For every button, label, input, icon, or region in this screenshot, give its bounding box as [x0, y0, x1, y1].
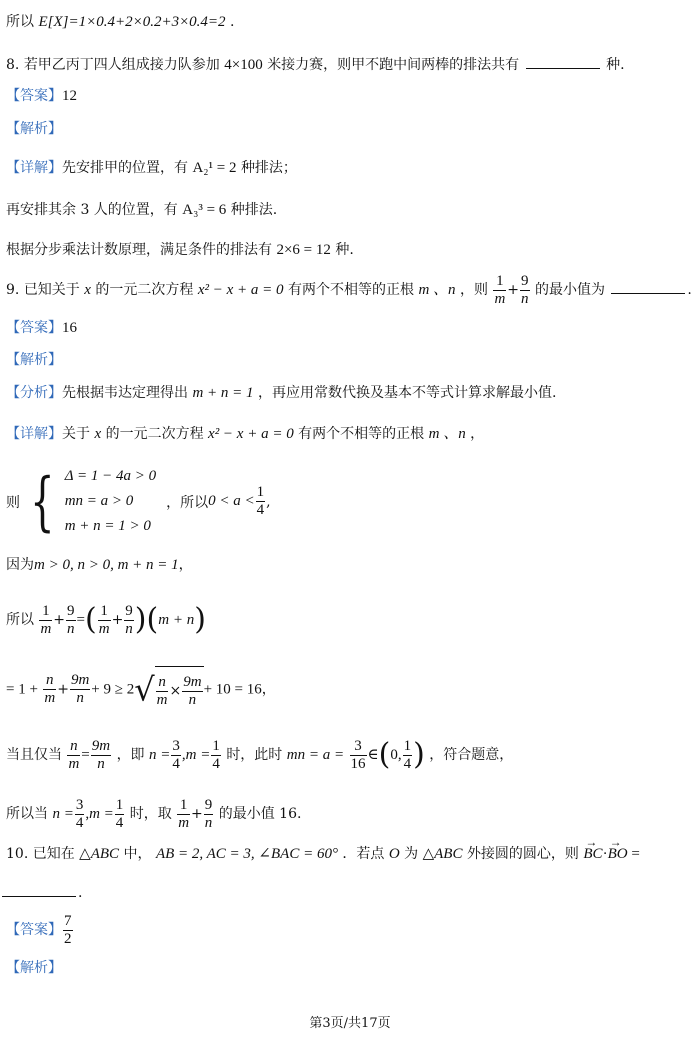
expectation-formula: E[X]=1×0.4+2×0.2+3×0.4=2 [38, 14, 226, 30]
vector-bo: → BO [608, 844, 628, 864]
question-8: 8. 若甲乙丙丁四人组成接力队参加 4×100 米接力赛，则甲不跑中间两棒的排法共有 种. [6, 54, 625, 75]
q9-so-line: 所以 $\frac{1}{m}$ + $\frac{9}{n}$ =( $\frac{1}{m}$ + $\frac{9}{n}$ )(m + n) [6, 602, 206, 637]
q9-final-line: 所以当 n = $\frac{3}{4}$ ,m = $\frac{1}{4}$ 时，取 $\frac{1}{m}$ + $\frac{9}{n}$ 的最小值 16. [6, 796, 302, 831]
q10-answer-line: 【答案】 $\frac{7}{2}$ [6, 912, 72, 947]
q9-answer-line: 【答案】16 [6, 320, 77, 336]
analysis-tag: 【解析】 [6, 121, 62, 137]
answer-tag: 【答案】 [6, 88, 62, 104]
brace: { [30, 464, 55, 539]
answer-blank [526, 54, 600, 69]
q10-analysis-line: 【解析】 [6, 960, 62, 976]
sqrt-sign: √ $\frac{n}{m}$ × $\frac{9m}{n}$ [134, 666, 203, 713]
q10-blank-line: . [6, 882, 82, 903]
q9-when-line: 当且仅当 $\frac{n}{m}$ = $\frac{9m}{n}$ ，即 n = $\frac{3}{4}$ ,m = $\frac{1}{4}$ 时，此时 mn = a = $\frac{3}{16}$ ∈(0, $\frac{1}{4}$ ) ，符合题意， [6, 737, 514, 772]
question-9: 9. 已知关于 x 的一元二次方程 x² − x + a = 0 有两个不相等的正根 m 、n ，则 $\frac{1}{m}$ + $\frac{9}{n}$ 的最小值为 . [6, 272, 692, 307]
vector-bc: → BC [583, 844, 602, 864]
answer-blank [611, 279, 685, 294]
q9-inequality-line: = 1 + $\frac{n}{m}$ + $\frac{9m}{n}$ + 9 ≥ 2√ $\frac{n}{m}$ × $\frac{9m}{n}$ + 10 = 16， [6, 666, 276, 713]
q8-detail-1: 【详解】先安排甲的位置，有 A₂¹ = 2 种排法； [6, 160, 297, 176]
fraction-1-over-m: $\frac{1}{m}$ [494, 272, 506, 307]
equation-system: 则 { Δ = 1 − 4a > 0 mn = a > 0 m + n = 1 > 0 ，所以 0 < a < $\frac{1}{4}$ , [6, 464, 271, 539]
q9-analysis-line: 【解析】 [6, 352, 62, 368]
page-footer: 第3页/共17页 [309, 1016, 391, 1031]
fraction-9-over-n: $\frac{9}{n}$ [521, 272, 529, 307]
q9-because: 因为m > 0, n > 0, m + n = 1， [6, 557, 193, 573]
answer-blank [2, 882, 76, 897]
q8-detail-3: 根据分步乘法计数原理，满足条件的排法有 2×6 = 12 种. [6, 242, 354, 258]
q8-analysis-line [6, 119, 62, 139]
q8-detail-2: 再安排其余 3 人的位置，有 A₃³ = 6 种排法. [6, 202, 278, 218]
q9-fenxi: 【分析】先根据韦达定理得出 m + n = 1 ，再应用常数代换及基本不等式计算求解最小值. [6, 385, 557, 401]
question-10: 10. 已知在 △ABC 中， AB = 2, AC = 3, ∠BAC = 60° ．若点 O 为 △ABC 外接圆的圆心，则 → BC·→ BO = [6, 844, 640, 864]
line-expectation: 所以 E[X]=1×0.4+2×0.2+3×0.4=2 . [6, 14, 235, 30]
detail-tag: 【详解】 [6, 160, 62, 176]
q8-answer-line: 【答案】12 [6, 88, 77, 104]
q9-detail-1: 【详解】关于 x 的一元二次方程 x² − x + a = 0 有两个不相等的正根 m 、n ， [6, 426, 485, 442]
fenxi-tag: 【分析】 [6, 385, 62, 401]
answer-fraction: $\frac{7}{2}$ [64, 912, 72, 947]
